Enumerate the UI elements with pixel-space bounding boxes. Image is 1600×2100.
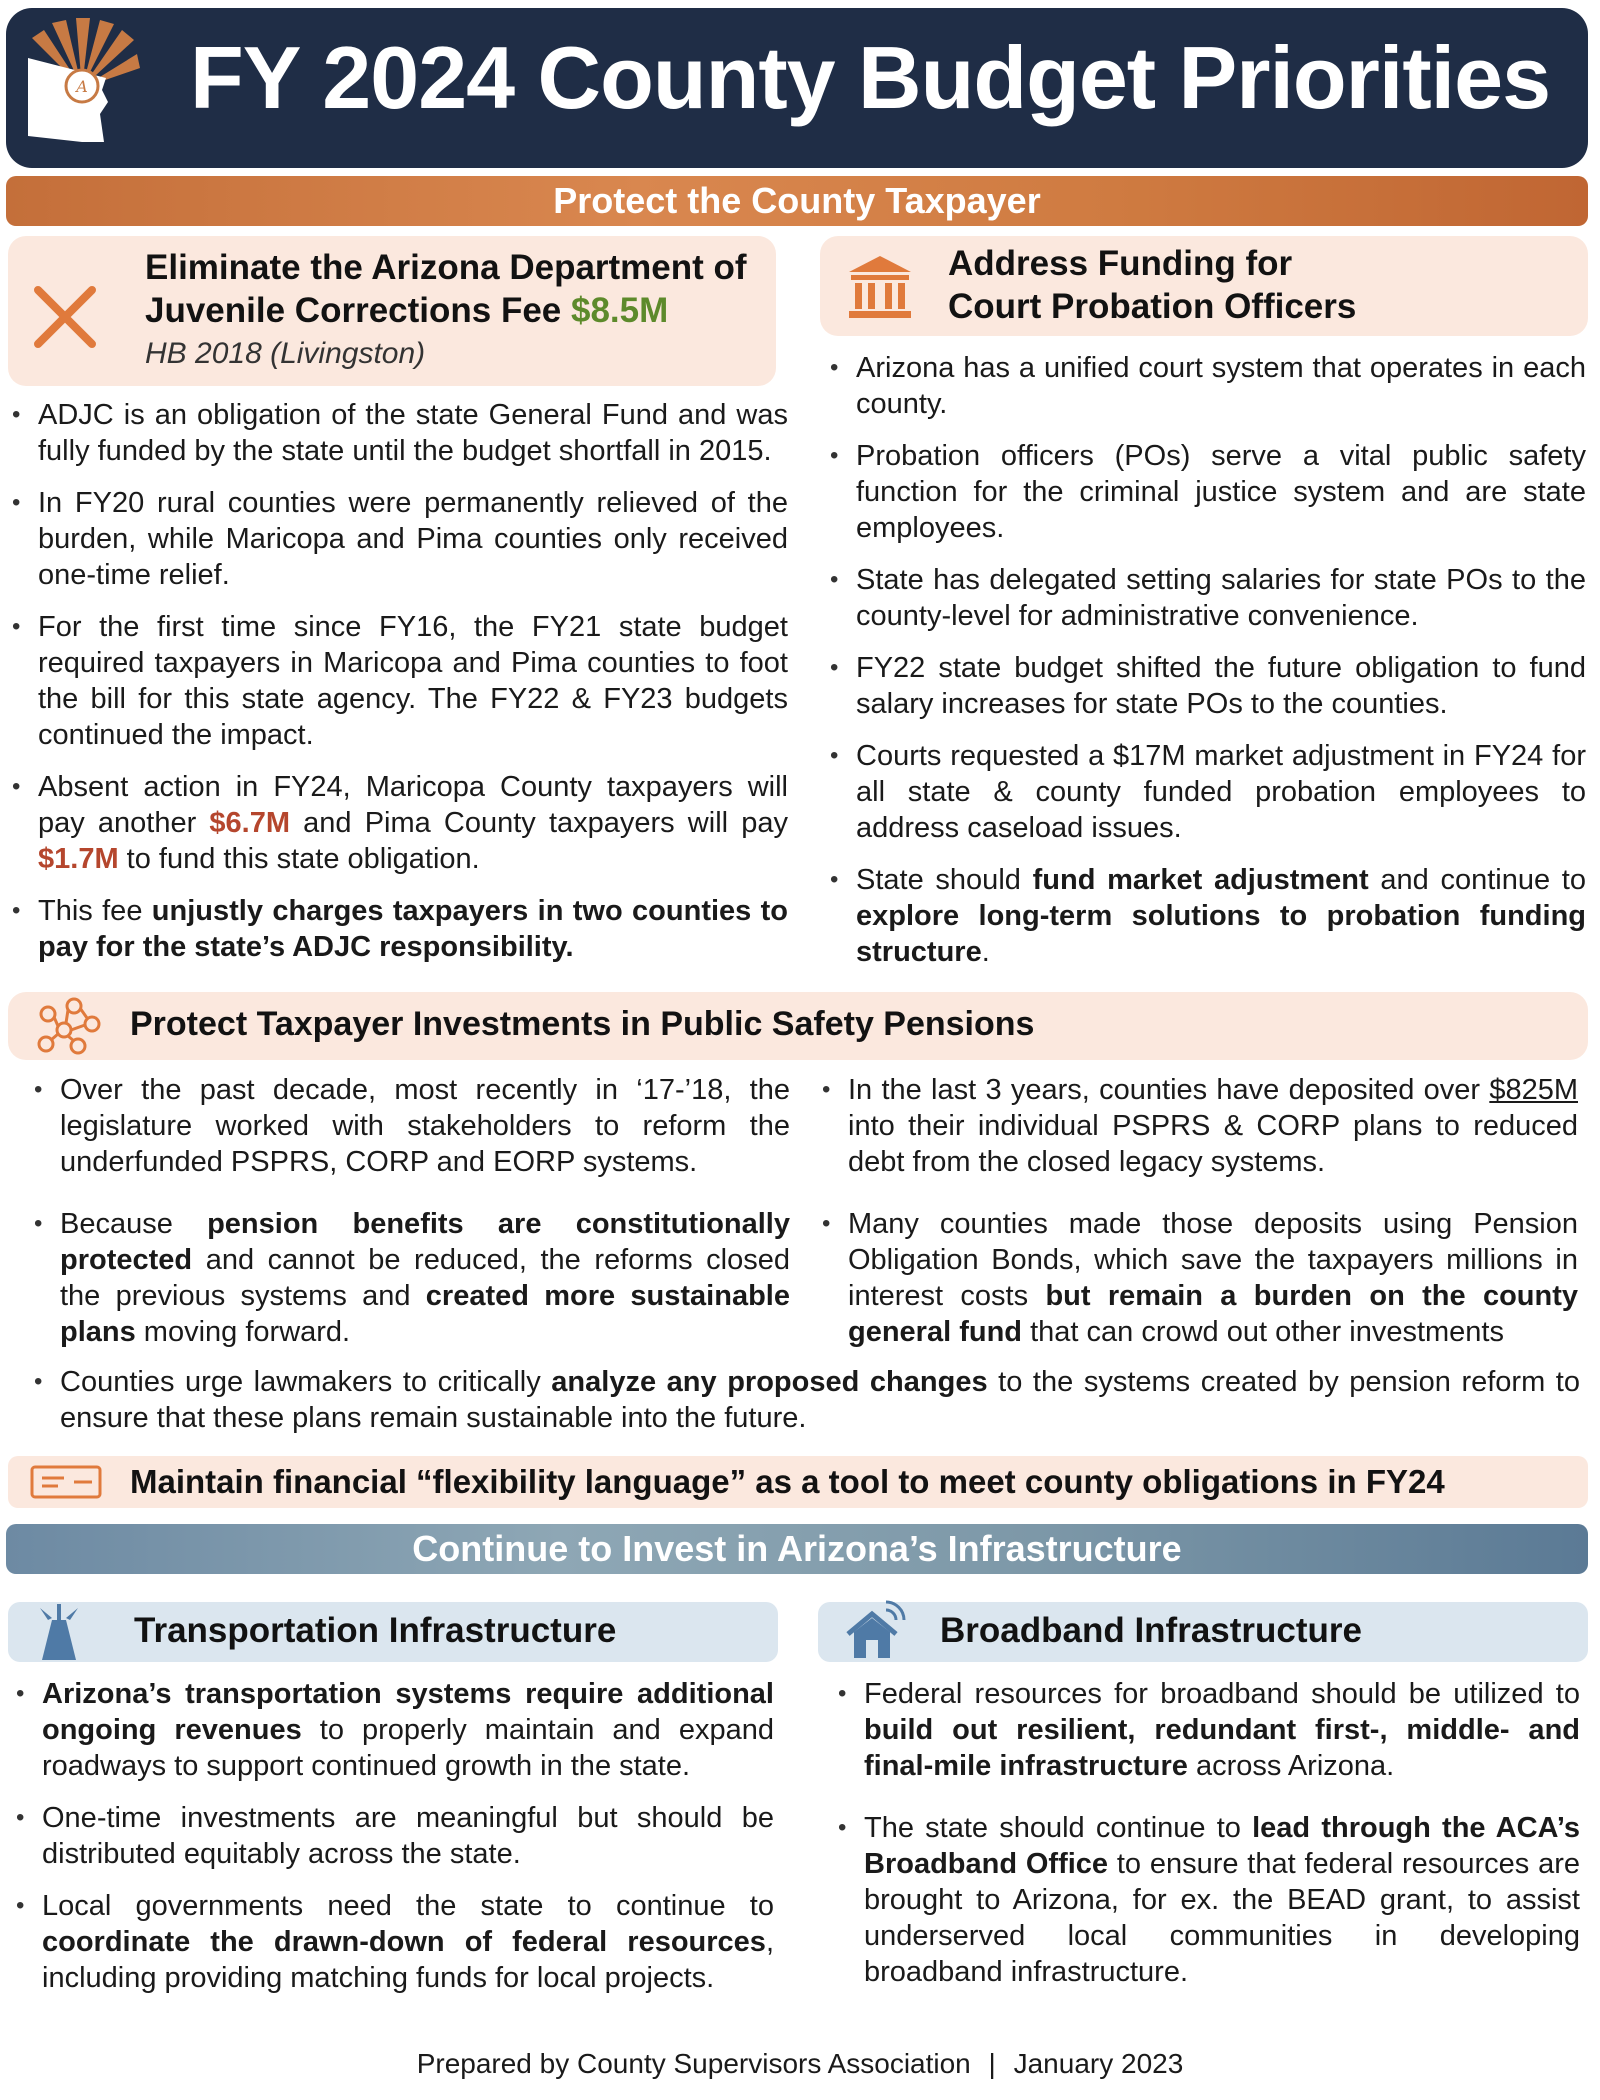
list-item: • Local governments need the state to continue to coordinate the drawn-down of federal resources, including providing matching funds for local projects. xyxy=(12,1888,774,1996)
list-item: • Arizona has a unified court system that operates in each county. xyxy=(826,350,1586,422)
list-item: • Over the past decade, most recently in ‘17-’18, the legislature worked with stakeholders to reform the underfunded PSPRS, CORP and EORP systems. xyxy=(30,1072,790,1180)
list-item: • For the first time since FY16, the FY21 state budget required taxpayers in Maricopa and Pima counties to foot the bill for this state agency. The FY22 & FY23 budgets continued the impact. xyxy=(8,609,788,753)
adjc-bill: HB 2018 (Livingston) xyxy=(145,337,426,370)
x-icon xyxy=(30,282,100,352)
arizona-sunburst-logo xyxy=(22,18,142,143)
footer xyxy=(0,2048,1600,2080)
list-item: • Federal resources for broadband should be utilized to build out resilient, redundant first-, middle- and final-mile infrastructure across Arizona. xyxy=(834,1676,1580,1784)
house-wifi-icon xyxy=(842,1600,906,1662)
probation-title: Address Funding for Court Probation Officers xyxy=(948,244,1357,326)
flex-title: Maintain financial “flexibility language” as a tool to meet county obligations in FY24 xyxy=(130,1463,1445,1500)
list-item: • Many counties made those deposits using Pension Obligation Bonds, which save the taxpayers millions in interest costs but remain a burden on the county general fund that can crowd out other investments xyxy=(818,1206,1578,1350)
adjc-amount: $8.5M xyxy=(570,290,669,330)
list-item: • Courts requested a $17M market adjustment in FY24 for all state & county funded probation employees to address caseload issues. xyxy=(826,738,1586,846)
footer-date: January 2023 xyxy=(1013,2048,1184,2079)
list-item: • ADJC is an obligation of the state General Fund and was fully funded by the state until the budget shortfall in 2015. xyxy=(8,397,788,469)
pensions-title: Protect Taxpayer Investments in Public Safety Pensions xyxy=(130,1005,1035,1043)
list-item: • This fee unjustly charges taxpayers in two counties to pay for the state’s ADJC responsibility. xyxy=(8,893,788,965)
money-bill-icon xyxy=(30,1464,102,1500)
courthouse-icon xyxy=(845,252,915,322)
list-item: • The state should continue to lead through the ACA’s Broadband Office to ensure that federal resources are brought to Arizona, for ex. the BEAD grant, to assist underserved local communities in developing broadband infrastructure. xyxy=(834,1810,1580,1990)
probation-bullets xyxy=(826,350,1586,986)
pensions-full-bullet xyxy=(30,1364,1580,1452)
list-item: • Absent action in FY24, Maricopa County taxpayers will pay another $6.7M and Pima County taxpayers will pay $1.7M to fund this state obligation. xyxy=(8,769,788,877)
adjc-bullets xyxy=(8,397,788,981)
svg-text:A: A xyxy=(76,77,88,96)
list-item: • Probation officers (POs) serve a vital public safety function for the criminal justice system and are state employees. xyxy=(826,438,1586,546)
transport-title: Transportation Infrastructure xyxy=(134,1611,617,1650)
list-item: • One-time investments are meaningful but should be distributed equitably across the state. xyxy=(12,1800,774,1872)
transport-bullets xyxy=(12,1676,774,2012)
network-nodes-icon xyxy=(34,996,104,1056)
list-item: • Because pension benefits are constitutionally protected and cannot be reduced, the reforms closed the previous systems and created more sustainable plans moving forward. xyxy=(30,1206,790,1350)
list-item: • Counties urge lawmakers to critically analyze any proposed changes to the systems created by pension reform to ensure that these plans remain sustainable into the future. xyxy=(30,1364,1580,1436)
list-item: • State has delegated setting salaries for state POs to the county-level for administrative convenience. xyxy=(826,562,1586,634)
pensions-right-bullets xyxy=(818,1072,1578,1366)
page-title: FY 2024 County Budget Priorities xyxy=(190,28,1551,127)
list-item: • In FY20 rural counties were permanently relieved of the burden, while Maricopa and Pima counties only received one-time relief. xyxy=(8,485,788,593)
transport-tower-icon xyxy=(30,1602,88,1662)
list-item: • State should fund market adjustment and continue to explore long-term solutions to probation funding structure. xyxy=(826,862,1586,970)
broadband-bullets xyxy=(834,1676,1580,2006)
section-bar-protect-taxpayer: Protect the County Taxpayer xyxy=(6,176,1588,226)
section-bar-infrastructure: Continue to Invest in Arizona’s Infrastructure xyxy=(6,1524,1588,1574)
list-item: • In the last 3 years, counties have deposited over $825M into their individual PSPRS & CORP plans to reduced debt from the closed legacy systems. xyxy=(818,1072,1578,1180)
broadband-title: Broadband Infrastructure xyxy=(940,1611,1362,1650)
list-item: • Arizona’s transportation systems require additional ongoing revenues to properly maintain and expand roadways to support continued growth in the state. xyxy=(12,1676,774,1784)
list-item: • FY22 state budget shifted the future obligation to fund salary increases for state POs to the counties. xyxy=(826,650,1586,722)
footer-separator: | xyxy=(988,2048,996,2079)
pensions-left-bullets xyxy=(30,1072,790,1366)
footer-org: Prepared by County Supervisors Association xyxy=(416,2048,971,2079)
adjc-title: Eliminate the Arizona Department of Juvenile Corrections Fee $8.5M xyxy=(145,248,747,330)
